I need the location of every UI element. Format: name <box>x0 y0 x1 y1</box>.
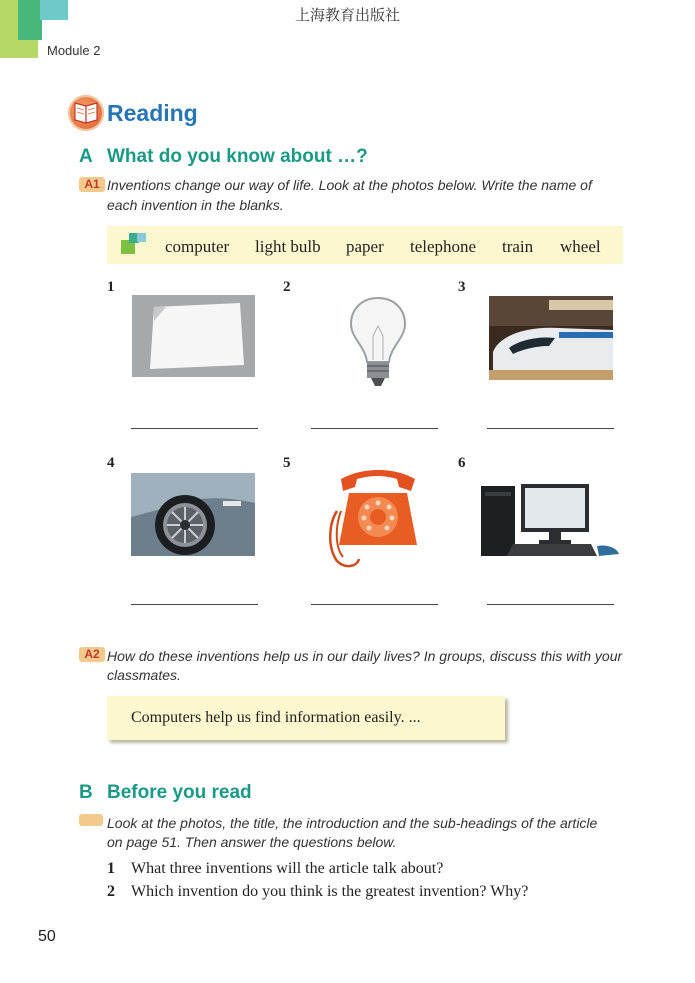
module-label: Module 2 <box>47 43 101 58</box>
word-bank-item: wheel <box>560 237 601 256</box>
page-number: 50 <box>38 928 56 945</box>
word-bank-item: paper <box>346 237 384 256</box>
answer-blank-4[interactable] <box>131 604 258 605</box>
question-number: 1 <box>107 860 115 877</box>
paper-photo <box>132 295 255 377</box>
word-bank-item: computer <box>165 237 230 256</box>
word-bank-item: train <box>502 237 534 256</box>
train-photo <box>489 296 613 380</box>
section-title-b: Before you read <box>107 782 252 803</box>
item-number: 6 <box>458 455 466 471</box>
item-number: 5 <box>283 455 291 471</box>
question-text: Which invention do you think is the greatest invention? Why? <box>131 883 529 900</box>
answer-blank-1[interactable] <box>131 428 258 429</box>
question-text: What three inventions will the article talk about? <box>131 860 444 877</box>
task-tag-b <box>79 814 103 826</box>
task-tag-a1: A1 <box>79 177 105 192</box>
item-number: 2 <box>283 279 291 295</box>
instruction-a1-line1: Inventions change our way of life. Look at the photos below. Write the name of <box>107 177 592 193</box>
answer-blank-6[interactable] <box>487 604 614 605</box>
instruction-a2-line2: classmates. <box>107 667 181 683</box>
section-letter-b: B <box>79 782 93 803</box>
answer-blank-5[interactable] <box>311 604 438 605</box>
instruction-a1-line2: each invention in the blanks. <box>107 197 284 213</box>
word-bank-item: light bulb <box>255 237 321 256</box>
item-number: 3 <box>458 279 466 295</box>
example-answer-text: Computers help us find information easily. ... <box>131 709 421 726</box>
task-tag-a2: A2 <box>79 647 105 662</box>
square-marker-icon <box>137 233 146 242</box>
instruction-a2-line1: How do these inventions help us in our daily lives? In groups, discuss this with your <box>107 648 623 664</box>
word-bank-item: telephone <box>410 237 477 256</box>
item-number: 1 <box>107 279 115 295</box>
section-letter-a: A <box>79 146 93 167</box>
computer-photo <box>479 484 623 560</box>
wheel-photo <box>131 473 255 556</box>
instruction-b-line1: Look at the photos, the title, the introduction and the sub-headings of the article <box>107 815 598 831</box>
question-number: 2 <box>107 883 115 900</box>
section-heading-reading: Reading <box>107 100 198 126</box>
telephone-photo <box>323 467 421 571</box>
instruction-b-line2: on page 51. Then answer the questions below. <box>107 834 397 850</box>
answer-blank-3[interactable] <box>487 428 614 429</box>
answer-blank-2[interactable] <box>311 428 438 429</box>
item-number: 4 <box>107 455 115 471</box>
open-book-icon <box>68 95 104 131</box>
light-bulb-photo <box>349 296 407 390</box>
section-title-a: What do you know about …? <box>107 146 368 167</box>
publisher-name: 上海教育出版社 <box>294 6 400 24</box>
